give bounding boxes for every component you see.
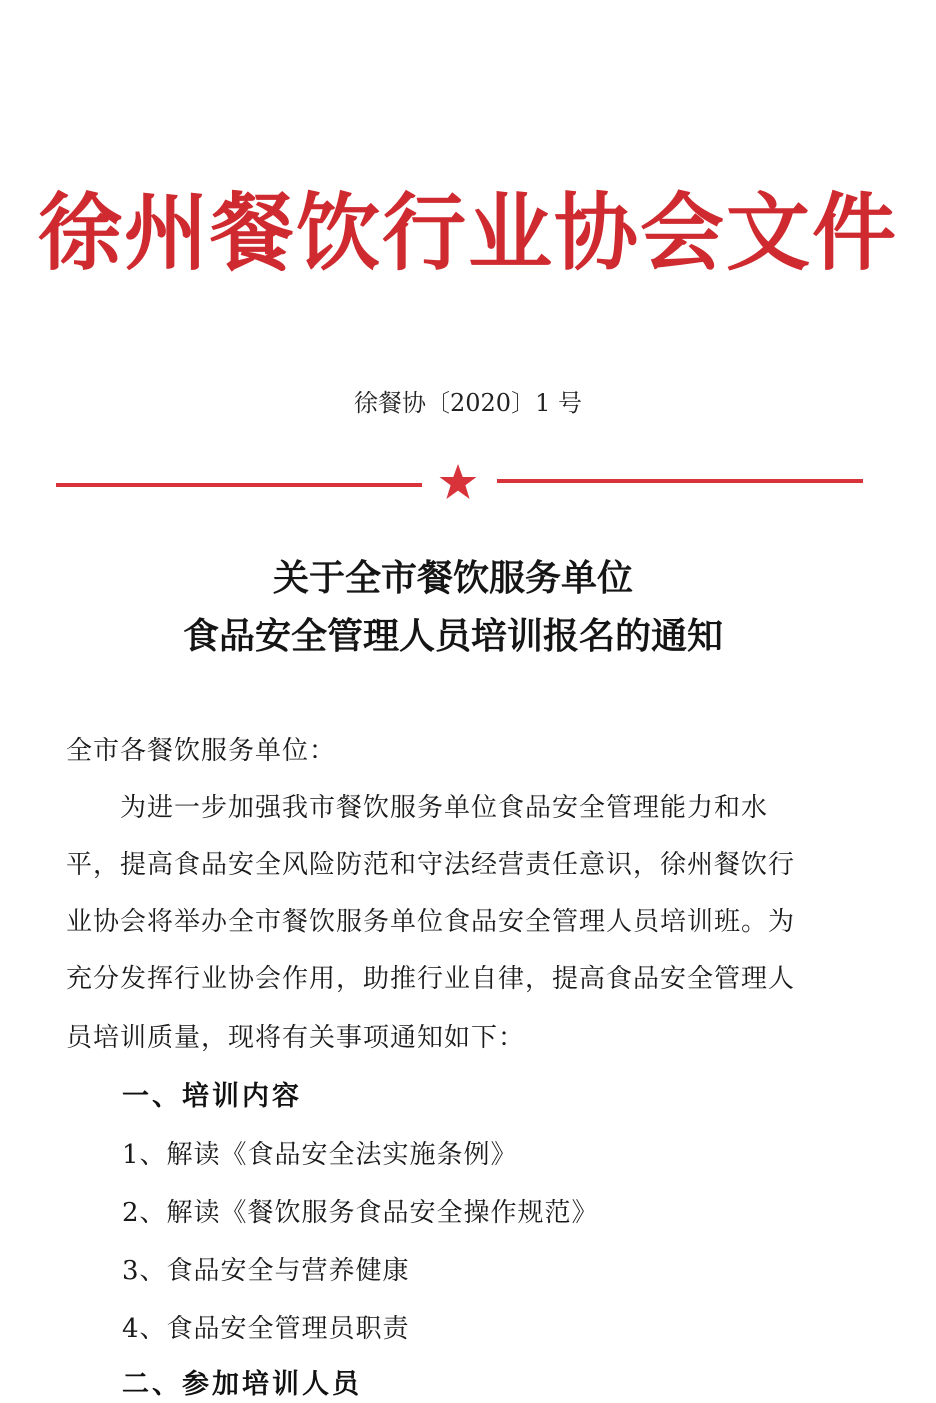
salutation: 全市各餐饮服务单位： xyxy=(66,736,337,766)
paragraph-line: 业协会将举办全市餐饮服务单位食品安全管理人员培训班。为 xyxy=(66,907,796,937)
list-item: 1、解读《食品安全法实施条例》 xyxy=(122,1140,518,1170)
list-item: 3、食品安全与营养健康 xyxy=(122,1256,410,1286)
paragraph-line: 员培训质量，现将有关事项通知如下： xyxy=(66,1023,526,1053)
section-heading-participants: 二、参加培训人员 xyxy=(122,1369,362,1400)
document-number: 徐餐协〔2020〕1 号 xyxy=(354,389,582,417)
notice-title-line-2: 食品安全管理人员培训报名的通知 xyxy=(182,615,723,657)
red-divider-left xyxy=(56,483,422,487)
issuer-header-title: 徐州餐饮行业协会文件 xyxy=(37,183,898,282)
list-item: 4、食品安全管理员职责 xyxy=(122,1314,410,1344)
star-icon xyxy=(438,462,478,502)
section-heading-training-content: 一、培训内容 xyxy=(122,1081,302,1112)
list-item: 2、解读《餐饮服务食品安全操作规范》 xyxy=(122,1198,599,1228)
notice-title-line-1: 关于全市餐饮服务单位 xyxy=(272,557,633,599)
paragraph-line: 充分发挥行业协会作用，助推行业自律，提高食品安全管理人 xyxy=(66,964,796,994)
paragraph-line: 平，提高食品安全风险防范和守法经营责任意识，徐州餐饮行 xyxy=(66,850,796,880)
paragraph-line: 为进一步加强我市餐饮服务单位食品安全管理能力和水 xyxy=(120,793,769,823)
red-divider-right xyxy=(497,479,863,483)
